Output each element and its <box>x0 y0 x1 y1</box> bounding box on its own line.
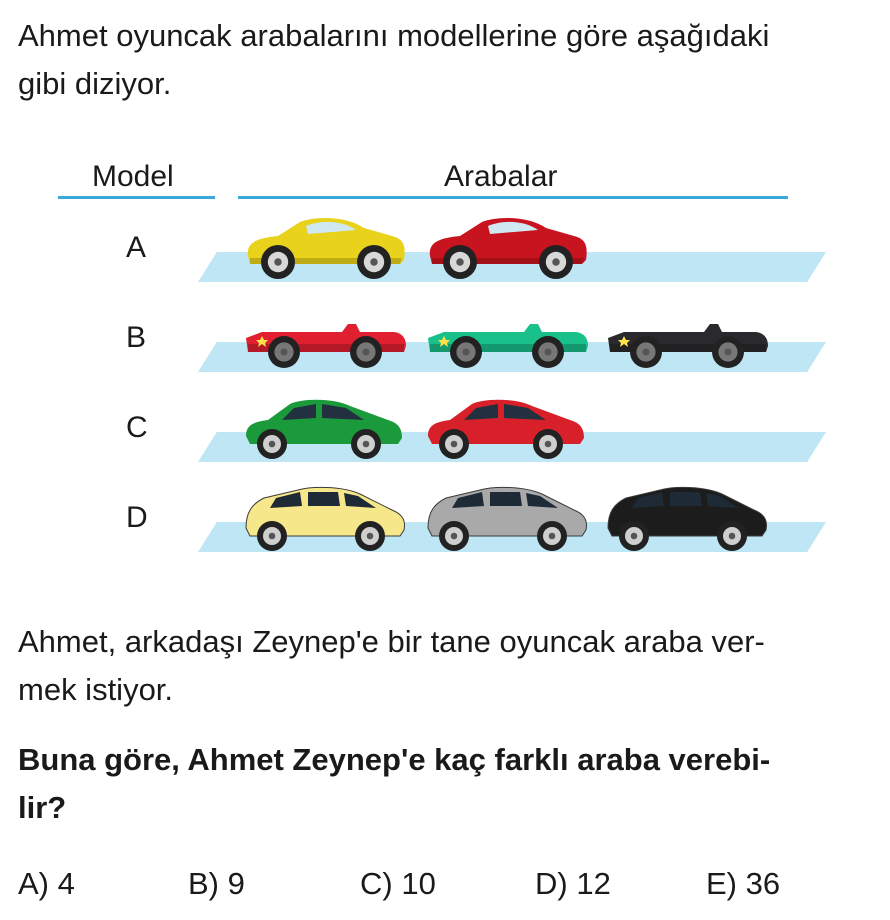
answer-option-c[interactable]: C) 10 <box>360 866 436 901</box>
car-d-3 <box>604 482 772 557</box>
middle-text <box>18 618 868 714</box>
question-line-2: lir? <box>18 790 67 825</box>
model-label-a: A <box>126 231 147 264</box>
middle-line-1: Ahmet, arkadaşı Zeynep'e bir tane oyuncak araba ver- <box>18 624 765 659</box>
answer-option-e[interactable]: E) 36 <box>706 866 781 901</box>
answer-options <box>0 866 890 916</box>
car-a-2 <box>424 212 592 287</box>
car-d-2 <box>424 482 592 557</box>
car-a-1 <box>242 212 410 287</box>
model-label-c: C <box>126 411 148 444</box>
car-d-1 <box>242 482 410 557</box>
cars-header: Arabalar <box>444 160 558 193</box>
intro-line-1: Ahmet oyuncak arabalarını modellerine göre aşağıdaki <box>18 18 770 53</box>
car-b-1 <box>242 302 410 377</box>
question-text <box>18 736 868 832</box>
answer-option-b[interactable]: B) 9 <box>188 866 245 901</box>
intro-text <box>18 12 868 108</box>
model-header: Model <box>92 160 174 193</box>
cars-header-underline <box>238 196 788 199</box>
model-header-underline <box>58 196 215 199</box>
model-label-b: B <box>126 321 147 354</box>
answer-option-d[interactable]: D) 12 <box>535 866 611 901</box>
car-c-2 <box>424 392 592 467</box>
answer-option-a[interactable]: A) 4 <box>18 866 75 901</box>
intro-line-2: gibi diziyor. <box>18 66 172 101</box>
car-c-1 <box>242 392 410 467</box>
model-label-d: D <box>126 501 148 534</box>
car-b-2 <box>424 302 592 377</box>
question-line-1: Buna göre, Ahmet Zeynep'e kaç farklı araba verebi- <box>18 742 771 777</box>
car-b-3 <box>604 302 772 377</box>
middle-line-2: mek istiyor. <box>18 672 174 707</box>
